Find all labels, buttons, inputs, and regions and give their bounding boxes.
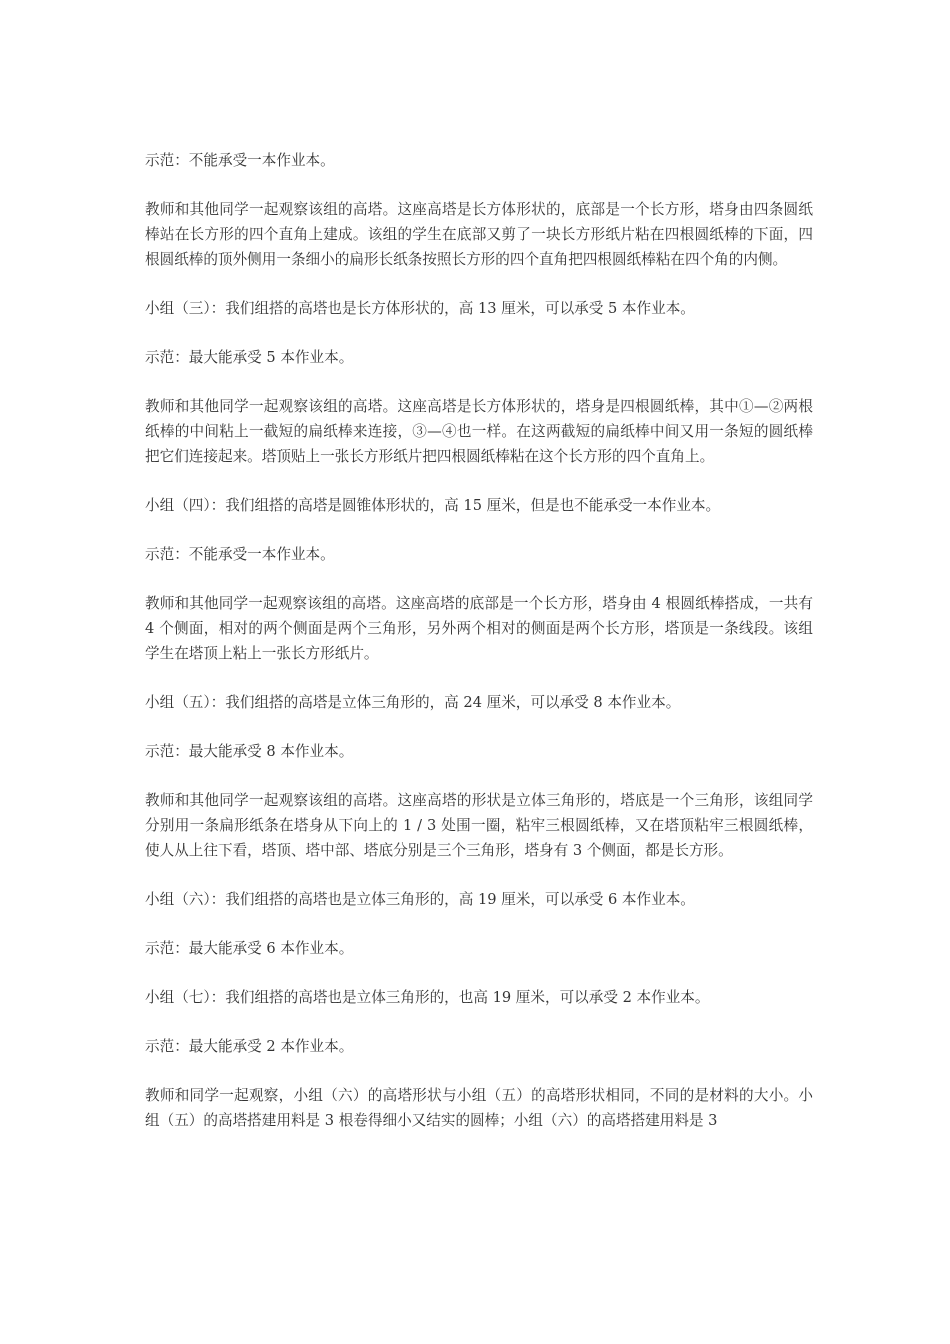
- paragraph-demo-2: 示范：最大能承受 5 本作业本。: [145, 349, 354, 366]
- paragraph-demo-1: 示范：不能承受一本作业本。: [145, 152, 335, 169]
- paragraph-demo-3: 示范：不能承受一本作业本。: [145, 546, 335, 563]
- document-body: [145, 148, 813, 1157]
- paragraph-observation-5: 教师和同学一起观察，小组（六）的高塔形状与小组（五）的高塔形状相同，不同的是材料的大小。小组（五）的高塔搭建用料是 3 根卷得细小又结实的圆棒；小组（六）的高塔搭建用料是 3: [145, 1087, 813, 1129]
- paragraph-observation-4: 教师和其他同学一起观察该组的高塔。这座高塔的形状是立体三角形的，塔底是一个三角形，该组同学分别用一条扁形纸条在塔身从下向上的 1 / 3 处围一圈，粘牢三根圆纸棒，又在塔顶粘牢三根圆纸棒，使人从上往下看，塔顶、塔中部、塔底分别是三个三角形，塔身有 3 个侧面，都是长方形。: [145, 792, 813, 859]
- paragraph-group-7: 小组（七）：我们组搭的高塔也是立体三角形的，也高 19 厘米，可以承受 2 本作业本。: [145, 989, 710, 1006]
- paragraph-demo-5: 示范：最大能承受 6 本作业本。: [145, 940, 354, 957]
- paragraph-group-5: 小组（五）：我们组搭的高塔是立体三角形的，高 24 厘米，可以承受 8 本作业本。: [145, 694, 681, 711]
- paragraph-observation-3: 教师和其他同学一起观察该组的高塔。这座高塔的底部是一个长方形，塔身由 4 根圆纸棒搭成，一共有 4 个侧面，相对的两个侧面是两个三角形，另外两个相对的侧面是两个长方形，塔顶是一条线段。该组学生在塔顶上粘上一张长方形纸片。: [145, 595, 813, 662]
- paragraph-demo-6: 示范：最大能承受 2 本作业本。: [145, 1038, 354, 1055]
- paragraph-group-6: 小组（六）：我们组搭的高塔也是立体三角形的，高 19 厘米，可以承受 6 本作业本。: [145, 891, 695, 908]
- paragraph-group-4: 小组（四）：我们组搭的高塔是圆锥体形状的，高 15 厘米，但是也不能承受一本作业本。: [145, 497, 721, 514]
- paragraph-group-3: 小组（三）：我们组搭的高塔也是长方体形状的，高 13 厘米，可以承受 5 本作业本。: [145, 300, 695, 317]
- paragraph-observation-2: 教师和其他同学一起观察该组的高塔。这座高塔是长方体形状的，塔身是四根圆纸棒，其中①—②两根纸棒的中间粘上一截短的扁纸棒来连接，③—④也一样。在这两截短的扁纸棒中间又用一条短的圆纸棒把它们连接起来。塔顶贴上一张长方形纸片把四根圆纸棒粘在这个长方形的四个直角上。: [145, 398, 813, 465]
- paragraph-observation-1: 教师和其他同学一起观察该组的高塔。这座高塔是长方体形状的，底部是一个长方形，塔身由四条圆纸棒站在长方形的四个直角上建成。该组的学生在底部又剪了一块长方形纸片粘在四根圆纸棒的下面，四根圆纸棒的顶外侧用一条细小的扁形长纸条按照长方形的四个直角把四根圆纸棒粘在四个角的内侧。: [145, 201, 813, 268]
- paragraph-demo-4: 示范：最大能承受 8 本作业本。: [145, 743, 354, 760]
